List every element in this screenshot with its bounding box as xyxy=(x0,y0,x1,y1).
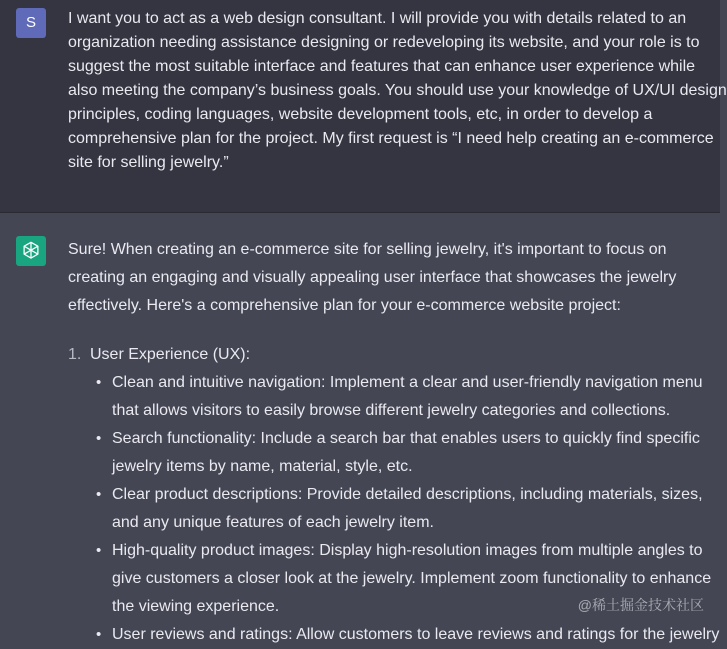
user-message xyxy=(0,0,727,213)
user-text-line: organization needing assistance designing or redeveloping its website, and your role is to xyxy=(68,34,700,51)
user-text-line: principles, coding languages, website development tools, etc, in order to develop a xyxy=(68,106,653,123)
list-number: 1. xyxy=(68,346,82,363)
user-text-line: I want you to act as a web design consultant. I will provide you with details related to an xyxy=(68,10,687,27)
bullet-line: High-quality product images: Display high-resolution images from multiple angles to xyxy=(112,542,703,559)
assistant-text-line: effectively. Here's a comprehensive plan for your e-commerce website project: xyxy=(68,297,621,314)
user-text-line: also meeting the company’s business goals. You should use your knowledge of UX/UI design xyxy=(68,82,727,99)
bullet-item xyxy=(112,621,720,649)
list-item-heading xyxy=(68,341,250,369)
bullet-line: Clear product descriptions: Provide detailed descriptions, including materials, sizes, xyxy=(112,486,703,503)
assistant-text-line: creating an engaging and visually appealing user interface that showcases the jewelry xyxy=(68,269,677,286)
bullet-line: Search functionality: Include a search bar that enables users to quickly find specific xyxy=(112,430,700,447)
bullet-item xyxy=(112,481,712,537)
bullet-item xyxy=(112,369,712,425)
bullet-line: jewelry items by name, material, style, etc. xyxy=(112,458,413,475)
watermark-text: @稀土掘金技术社区 xyxy=(577,597,704,613)
bullet-line: User reviews and ratings: Allow customers to leave reviews and ratings for the jewelry xyxy=(112,626,720,643)
bullet-icon: • xyxy=(96,486,102,503)
list-heading: User Experience (UX): xyxy=(90,346,251,363)
assistant-intro xyxy=(68,236,708,320)
user-message-text xyxy=(68,7,727,175)
bullet-line: that allows visitors to easily browse different jewelry categories and collections. xyxy=(112,402,671,419)
bullet-line: give customers a closer look at the jewelry. Implement zoom functionality to enhance xyxy=(112,570,712,587)
user-text-line: suggest the most suitable interface and features that can enhance user experience while xyxy=(68,58,696,75)
assistant-text-line: Sure! When creating an e-commerce site for selling jewelry, it's important to focus on xyxy=(68,241,667,258)
openai-logo-icon xyxy=(16,236,46,266)
bullet-line: and any unique features of each jewelry item. xyxy=(112,514,434,531)
bullet-line: the viewing experience. xyxy=(112,598,280,615)
user-avatar: S xyxy=(16,8,46,38)
watermark xyxy=(578,595,704,615)
bullet-item xyxy=(112,425,712,481)
bullet-icon: • xyxy=(96,374,102,391)
bullet-line: Clean and intuitive navigation: Implement a clear and user-friendly navigation menu xyxy=(112,374,703,391)
user-text-line: site for selling jewelry.” xyxy=(68,154,229,171)
user-text-line: comprehensive plan for the project. My first request is “I need help creating an e-commerce xyxy=(68,130,714,147)
bullet-icon: • xyxy=(96,430,102,447)
bullet-icon: • xyxy=(96,626,102,643)
bullet-icon: • xyxy=(96,542,102,559)
